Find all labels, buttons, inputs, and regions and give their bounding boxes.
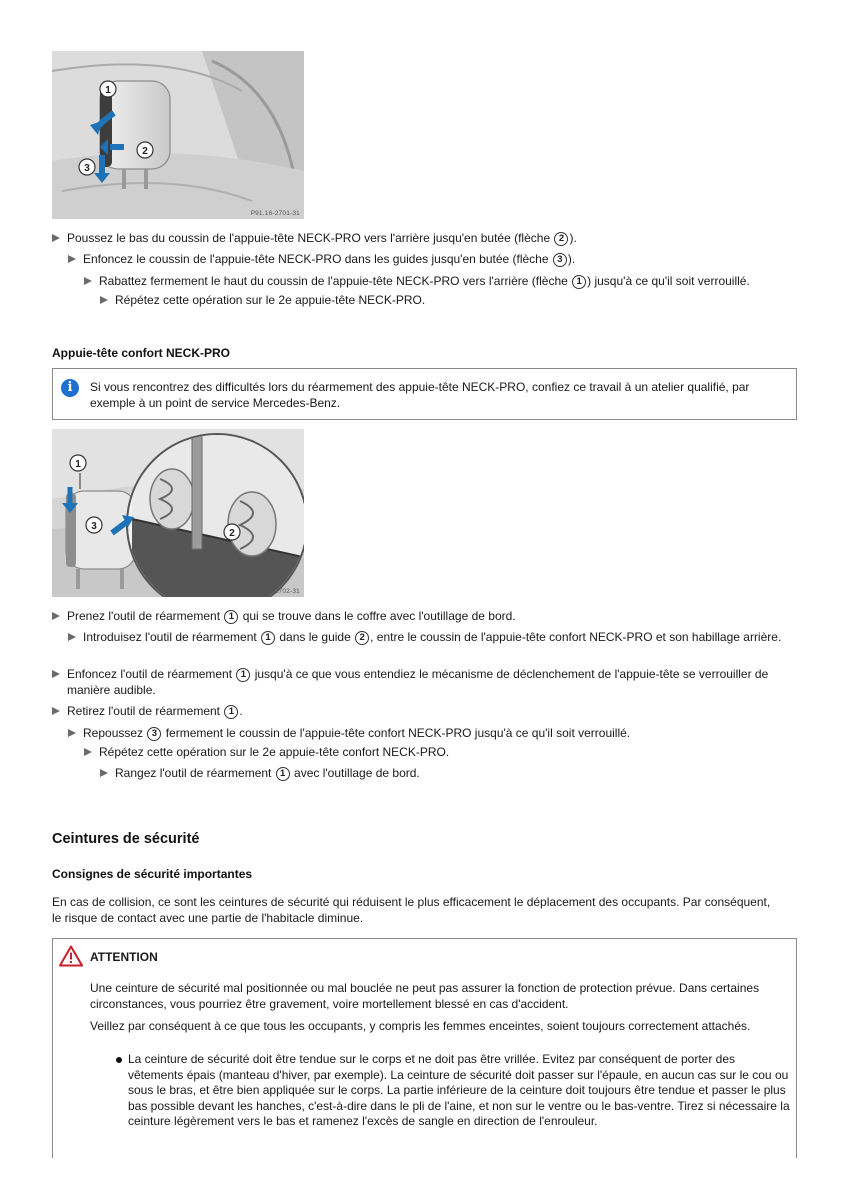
- info-icon: i: [61, 379, 79, 397]
- step-arrow-icon: [100, 769, 108, 777]
- section-heading-belts: Ceintures de sécurité: [52, 831, 200, 847]
- svg-text:3: 3: [84, 163, 90, 174]
- step-arrow-icon: [84, 277, 92, 285]
- step-arrow-icon: [52, 234, 60, 242]
- step-arrow-icon: [68, 255, 76, 263]
- step-arrow-icon: [84, 748, 92, 756]
- callout-ref: 2: [554, 232, 568, 246]
- callout-ref: 3: [147, 727, 161, 741]
- intro-paragraph: En cas de collision, ce sont les ceintures de sécurité qui réduisent le plus efficacement le déplacement des occupants. Par conséquent, le risque de contact avec une partie de l'habitacle diminue.: [52, 895, 771, 925]
- step-repeat-2: Répétez cette opération sur le 2e appuie-tête confort NECK-PRO.: [84, 745, 797, 761]
- info-box: [52, 368, 797, 420]
- callout-1: [70, 455, 86, 471]
- callout-ref: 1: [276, 767, 290, 781]
- headrest-illustration-1: [52, 51, 304, 219]
- svg-text:2: 2: [229, 528, 235, 539]
- step-arrow-icon: [68, 729, 76, 737]
- warning-paragraph-1: Une ceinture de sécurité mal positionnée ou mal bouclée ne peut pas assurer la fonction de protection prévue. Dans certaines circonstances, vous pourriez être gravement, voire mortellement blessé en cas d'accident.: [90, 981, 760, 1011]
- callout-2: [137, 142, 153, 158]
- figure-headrest-2: [52, 429, 304, 597]
- step-arrow-icon: [52, 612, 60, 620]
- step-repeat: Répétez cette opération sur le 2e appuie-tête NECK-PRO.: [100, 293, 797, 309]
- svg-text:1: 1: [75, 459, 81, 470]
- callout-ref: 1: [572, 275, 586, 289]
- callout-3: [86, 517, 102, 533]
- callout-ref: 1: [236, 668, 250, 682]
- svg-text:1: 1: [105, 85, 111, 96]
- step-take-tool: Prenez l'outil de réarmement 1 qui se trouve dans le coffre avec l'outillage de bord.: [52, 609, 797, 625]
- callout-ref: 1: [224, 610, 238, 624]
- section-heading-neck-pro: Appuie-tête confort NECK-PRO: [52, 346, 230, 360]
- warning-bullet-1: La ceinture de sécurité doit être tendue sur le corps et ne doit pas être vrillée. Evitez par conséquent de porter des vêtements épais (manteau d'hiver, par exemple). La ceinture de sécurité doit passer sur l'épaule, en aucun cas sur le cou ou sous le bras, et être bien appliquée sur le corps. La partie inférieure de la ceinture doit toujours être tendue et passer le plus bas possible devant les hanches, c'est-à-dire dans le pli de l'aine, et non sur le ventre ou le bas-ventre. Tirez si nécessaire la ceinture légèrement vers le bas et ramenez l'excès de sangle en direction de l'enrouleur.: [128, 1052, 793, 1130]
- warning-triangle-icon: [59, 945, 83, 967]
- warning-title: ATTENTION: [90, 950, 158, 964]
- callout-2: [224, 524, 240, 540]
- callout-ref: 3: [553, 253, 567, 267]
- step-arrow-icon: [100, 296, 108, 304]
- step-push-bottom: Poussez le bas du coussin de l'appuie-tête NECK-PRO vers l'arrière jusqu'en butée (flèche 2 ).: [52, 231, 797, 247]
- svg-text:3: 3: [91, 521, 97, 532]
- subheading-safety: Consignes de sécurité importantes: [52, 867, 253, 881]
- step-press-guides: Enfoncez le coussin de l'appuie-tête NECK-PRO dans les guides jusqu'en butée (flèche 3 ).: [68, 252, 797, 268]
- step-remove-tool: Retirez l'outil de réarmement 1 .: [52, 704, 797, 720]
- step-insert-tool: Introduisez l'outil de réarmement 1 dans le guide 2 , entre le coussin de l'appuie-tête confort NECK-PRO et son habillage arrière.: [68, 630, 797, 646]
- figure-code: P91.16-2701-31: [250, 210, 300, 217]
- step-arrow-icon: [68, 633, 76, 641]
- figure-headrest-1: [52, 51, 304, 219]
- callout-1: [100, 81, 116, 97]
- figure-code: P91.16-2702-31: [250, 588, 300, 595]
- headrest-illustration-2: [52, 429, 304, 597]
- callout-ref: 1: [261, 631, 275, 645]
- step-fold-top: Rabattez fermement le haut du coussin de l'appuie-tête NECK-PRO vers l'arrière (flèche 1 ) jusqu'à ce qu'il soit verrouillé.: [84, 274, 797, 290]
- warning-box: [52, 938, 797, 1158]
- step-push-back: Repoussez 3 fermement le coussin de l'appuie-tête confort NECK-PRO jusqu'à ce qu'il soit verrouillé.: [68, 726, 797, 742]
- callout-3: [79, 159, 95, 175]
- step-arrow-icon: [52, 707, 60, 715]
- step-store-tool: Rangez l'outil de réarmement 1 avec l'outillage de bord.: [100, 766, 797, 782]
- info-text: Si vous rencontrez des difficultés lors du réarmement des appuie-tête NECK-PRO, confiez ce travail à un atelier qualifié, par exemple à un point de service Mercedes-Benz.: [90, 380, 750, 410]
- warning-paragraph-2: Veillez par conséquent à ce que tous les occupants, y compris les femmes enceintes, soient toujours correctement attachés.: [90, 1019, 751, 1033]
- step-press-tool: Enfoncez l'outil de réarmement 1 jusqu'à ce que vous entendiez le mécanisme de déclenchement de l'appuie-tête se verrouiller de manière audible.: [52, 667, 797, 698]
- svg-text:2: 2: [142, 146, 148, 157]
- bullet-dot-icon: [116, 1057, 122, 1063]
- step-arrow-icon: [52, 670, 60, 678]
- callout-ref: 1: [224, 705, 238, 719]
- callout-ref: 2: [355, 631, 369, 645]
